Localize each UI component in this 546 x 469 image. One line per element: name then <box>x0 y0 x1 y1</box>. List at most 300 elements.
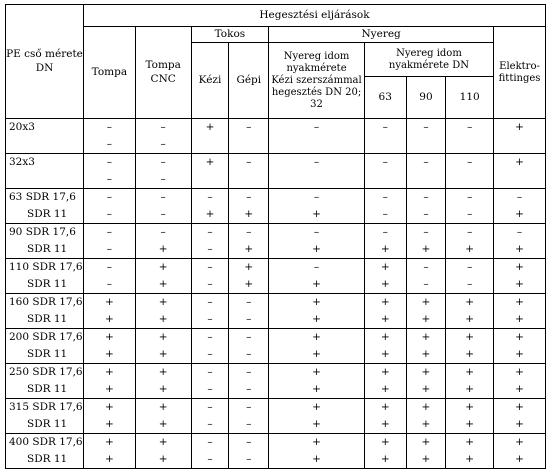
cell-mark: – <box>246 348 252 360</box>
cell-mark <box>229 171 268 188</box>
table-cell <box>406 329 446 364</box>
table-cell <box>191 154 229 189</box>
cell-mark <box>365 136 406 153</box>
cell-mark: – <box>467 156 473 168</box>
cell-mark: – <box>207 243 213 255</box>
table-cell <box>364 224 406 259</box>
cell-mark: – <box>246 453 252 465</box>
cell-mark: – <box>423 191 429 203</box>
cell-mark: – <box>160 226 166 238</box>
table-cell <box>269 189 365 224</box>
cell-mark: + <box>380 278 390 290</box>
row-400 <box>6 434 546 469</box>
table-cell <box>229 434 269 469</box>
cell-mark: + <box>515 453 524 465</box>
table-cell <box>83 119 135 154</box>
cell-mark: + <box>465 243 475 255</box>
table-cell <box>135 399 191 434</box>
table-cell <box>406 434 446 469</box>
table-cell <box>494 154 546 189</box>
cell-mark: + <box>158 261 168 273</box>
cell-mark: + <box>421 296 431 308</box>
cell-mark: + <box>244 278 254 290</box>
table-cell <box>446 434 494 469</box>
row-label-secondary: SDR 11 <box>27 208 68 220</box>
cell-mark: + <box>421 313 431 325</box>
cell-mark: – <box>423 121 429 133</box>
cell-mark: + <box>380 243 390 255</box>
cell-mark: + <box>104 383 114 395</box>
cell-mark: + <box>312 436 321 448</box>
table-cell <box>269 364 365 399</box>
cell-mark: + <box>421 243 431 255</box>
cell-mark: – <box>106 278 113 290</box>
cell-mark: + <box>205 156 215 168</box>
table-cell <box>229 259 269 294</box>
cell-mark: + <box>465 401 475 413</box>
cell-mark: + <box>158 453 168 465</box>
cell-mark: + <box>380 453 390 465</box>
cell-mark: + <box>312 331 321 343</box>
cell-mark: + <box>104 348 114 360</box>
cell-mark: – <box>246 418 252 430</box>
row-63 <box>6 189 546 224</box>
table-cell <box>191 224 229 259</box>
header-kezi-szerszam: Kézi szerszámmal hegesztés DN 20; 32 <box>271 74 362 110</box>
cell-mark: + <box>465 331 475 343</box>
cell-mark: + <box>158 313 168 325</box>
cell-mark: + <box>515 331 524 343</box>
row-label-secondary: SDR 11 <box>27 453 68 465</box>
cell-mark: + <box>312 383 321 395</box>
row-label-primary: 400 SDR 17,6 <box>9 436 83 448</box>
table-cell <box>494 329 546 364</box>
cell-mark: + <box>465 383 475 395</box>
header-pe-size: PE cső mérete DN <box>6 5 84 119</box>
cell-mark: – <box>106 226 113 238</box>
table-cell <box>446 154 494 189</box>
table-cell <box>135 329 191 364</box>
row-label-primary: 20x3 <box>9 121 35 133</box>
header-gepi: Gépi <box>229 43 269 119</box>
table-cell <box>135 364 191 399</box>
cell-mark: – <box>313 156 320 168</box>
cell-mark: + <box>158 418 168 430</box>
row-label <box>6 364 84 399</box>
cell-mark: – <box>423 261 429 273</box>
cell-mark: – <box>246 366 252 378</box>
table-cell <box>446 189 494 224</box>
cell-mark: + <box>465 418 475 430</box>
row-label <box>6 154 84 189</box>
header-tompa-cnc: Tompa CNC <box>135 27 191 119</box>
table-cell <box>135 294 191 329</box>
cell-mark: + <box>158 366 168 378</box>
cell-mark: – <box>160 121 166 133</box>
cell-mark: + <box>421 348 431 360</box>
table-cell <box>406 399 446 434</box>
table-cell <box>269 329 365 364</box>
cell-mark: – <box>467 261 473 273</box>
table-cell <box>269 434 365 469</box>
header-tokos: Tokos <box>191 27 269 43</box>
table-cell <box>229 294 269 329</box>
table-cell <box>364 154 406 189</box>
cell-mark: + <box>515 208 524 220</box>
cell-mark <box>269 136 364 153</box>
cell-mark: + <box>515 243 524 255</box>
header-dn-63: 63 <box>364 77 406 119</box>
header-dn-90: 90 <box>406 77 446 119</box>
header-dn-110: 110 <box>446 77 494 119</box>
row-250 <box>6 364 546 399</box>
cell-mark: + <box>312 296 321 308</box>
cell-mark: + <box>380 418 390 430</box>
cell-mark: + <box>515 436 524 448</box>
cell-mark: + <box>515 278 524 290</box>
cell-mark: + <box>104 436 114 448</box>
table-cell <box>191 294 229 329</box>
cell-mark: – <box>313 191 320 203</box>
cell-mark: – <box>106 208 113 220</box>
cell-mark: + <box>421 453 431 465</box>
table-cell <box>191 189 229 224</box>
cell-mark: + <box>312 348 321 360</box>
table-cell <box>494 259 546 294</box>
table-cell <box>364 189 406 224</box>
table-cell <box>446 224 494 259</box>
cell-mark: + <box>380 261 390 273</box>
table-cell <box>229 119 269 154</box>
table-cell <box>406 224 446 259</box>
cell-mark: – <box>160 156 166 168</box>
table-cell <box>229 399 269 434</box>
cell-mark: – <box>246 313 252 325</box>
row-label <box>6 434 84 469</box>
cell-mark: – <box>382 208 388 220</box>
table-cell <box>83 189 135 224</box>
cell-mark: – <box>516 226 523 238</box>
header-welding-methods: Hegesztési eljárások <box>83 5 545 27</box>
cell-mark: + <box>515 121 524 133</box>
table-cell <box>83 329 135 364</box>
cell-mark: + <box>158 243 168 255</box>
table-cell <box>269 259 365 294</box>
cell-mark: + <box>312 243 321 255</box>
cell-mark: + <box>158 348 168 360</box>
cell-mark: + <box>104 366 114 378</box>
row-label-primary: 63 SDR 17,6 <box>9 191 76 203</box>
cell-mark: + <box>515 156 524 168</box>
cell-mark <box>494 171 545 188</box>
cell-mark: + <box>465 366 475 378</box>
table-cell <box>446 329 494 364</box>
cell-mark <box>192 136 229 153</box>
table-cell <box>83 224 135 259</box>
cell-mark: – <box>382 121 388 133</box>
cell-mark: + <box>380 296 390 308</box>
row-label <box>6 294 84 329</box>
cell-mark: + <box>380 383 390 395</box>
table-cell <box>364 364 406 399</box>
header-nyereg-idom-kezi <box>269 43 365 119</box>
cell-mark: – <box>207 296 213 308</box>
row-label-secondary <box>9 171 83 188</box>
cell-mark: + <box>380 366 390 378</box>
row-label-secondary: SDR 11 <box>27 243 68 255</box>
cell-mark: – <box>313 226 320 238</box>
cell-mark: + <box>104 296 114 308</box>
cell-mark: + <box>421 401 431 413</box>
row-label-secondary: SDR 11 <box>27 278 68 290</box>
table-cell <box>406 364 446 399</box>
cell-mark: + <box>421 436 431 448</box>
cell-mark: – <box>160 208 166 220</box>
table-cell <box>364 399 406 434</box>
header-nyereg: Nyereg <box>269 27 494 43</box>
row-200 <box>6 329 546 364</box>
row-label-primary: 200 SDR 17,6 <box>9 331 83 343</box>
cell-mark: + <box>104 401 114 413</box>
cell-mark: + <box>465 436 475 448</box>
cell-mark: – <box>207 313 213 325</box>
cell-mark: – <box>313 261 320 273</box>
cell-mark: – <box>246 296 252 308</box>
cell-mark: – <box>382 191 388 203</box>
row-label-secondary: SDR 11 <box>27 383 68 395</box>
cell-mark: + <box>515 261 524 273</box>
table-cell <box>135 224 191 259</box>
cell-mark: – <box>467 278 473 290</box>
table-cell <box>364 259 406 294</box>
cell-mark: – <box>207 278 213 290</box>
row-label <box>6 189 84 224</box>
cell-mark: + <box>465 348 475 360</box>
table-cell <box>135 119 191 154</box>
cell-mark: – <box>207 401 213 413</box>
table-cell <box>494 434 546 469</box>
table-cell <box>494 399 546 434</box>
cell-mark: – <box>207 331 213 343</box>
table-cell <box>191 119 229 154</box>
cell-mark: – <box>246 383 252 395</box>
cell-mark: – <box>106 156 113 168</box>
cell-mark: + <box>312 418 321 430</box>
table-cell <box>229 364 269 399</box>
table-cell <box>406 119 446 154</box>
cell-mark: – <box>246 331 252 343</box>
cell-mark: + <box>158 278 168 290</box>
row-label-primary: 160 SDR 17,6 <box>9 296 83 308</box>
cell-mark: + <box>312 278 321 290</box>
row-20x3 <box>6 119 546 154</box>
cell-mark: + <box>515 348 524 360</box>
cell-mark <box>269 171 364 188</box>
cell-mark: – <box>246 226 252 238</box>
table-cell <box>191 434 229 469</box>
cell-mark: – <box>207 436 213 448</box>
header-elektrofittinges: Elektro-fittinges <box>494 27 546 119</box>
table-cell <box>364 119 406 154</box>
cell-mark: – <box>246 191 252 203</box>
table-cell <box>494 189 546 224</box>
cell-mark <box>192 171 229 188</box>
row-label <box>6 329 84 364</box>
cell-mark: – <box>423 156 429 168</box>
table-cell <box>83 399 135 434</box>
table-cell <box>494 224 546 259</box>
row-label-primary: 315 SDR 17,6 <box>9 401 83 413</box>
cell-mark: – <box>467 208 473 220</box>
cell-mark: + <box>104 453 114 465</box>
row-90 <box>6 224 546 259</box>
cell-mark: + <box>465 313 475 325</box>
cell-mark: – <box>207 418 213 430</box>
table-cell <box>406 189 446 224</box>
row-160 <box>6 294 546 329</box>
cell-mark: + <box>421 331 431 343</box>
cell-mark: – <box>207 191 213 203</box>
cell-mark: + <box>380 348 390 360</box>
cell-mark: – <box>423 226 429 238</box>
cell-mark: – <box>106 243 113 255</box>
cell-mark: – <box>207 453 213 465</box>
cell-mark: – <box>207 383 213 395</box>
cell-mark: + <box>312 208 321 220</box>
cell-mark: – <box>106 121 113 133</box>
cell-mark <box>229 136 268 153</box>
cell-mark: + <box>158 401 168 413</box>
row-label-secondary: SDR 11 <box>27 418 68 430</box>
cell-mark <box>494 136 545 153</box>
cell-mark: + <box>205 121 215 133</box>
cell-mark: + <box>515 366 524 378</box>
cell-mark: – <box>246 156 252 168</box>
row-315 <box>6 399 546 434</box>
row-label-secondary: SDR 11 <box>27 348 68 360</box>
cell-mark: – <box>246 401 252 413</box>
cell-mark: + <box>312 401 321 413</box>
cell-mark: + <box>515 313 524 325</box>
cell-mark: + <box>312 453 321 465</box>
table-cell <box>83 154 135 189</box>
table-cell <box>446 259 494 294</box>
table-cell <box>269 399 365 434</box>
cell-mark: + <box>465 296 475 308</box>
cell-mark: + <box>515 383 524 395</box>
table-cell <box>135 434 191 469</box>
cell-mark: + <box>158 296 168 308</box>
table-cell <box>135 259 191 294</box>
cell-mark: + <box>380 313 390 325</box>
table-cell <box>446 119 494 154</box>
welding-methods-table <box>5 4 546 469</box>
header-nyereg-idom: Nyereg idom nyakmérete <box>283 50 350 74</box>
cell-mark: – <box>246 121 252 133</box>
table-cell <box>269 154 365 189</box>
cell-mark: – <box>467 191 473 203</box>
table-cell <box>83 434 135 469</box>
cell-mark: – <box>382 226 388 238</box>
cell-mark: – <box>207 226 213 238</box>
table-cell <box>135 154 191 189</box>
table-cell <box>191 329 229 364</box>
cell-mark: + <box>244 243 254 255</box>
table-cell <box>83 364 135 399</box>
cell-mark: – <box>160 173 166 185</box>
cell-mark: – <box>382 156 388 168</box>
cell-mark: + <box>158 436 168 448</box>
table-cell <box>229 189 269 224</box>
cell-mark: – <box>106 261 113 273</box>
table-cell <box>83 294 135 329</box>
table-cell <box>364 294 406 329</box>
cell-mark: – <box>516 191 523 203</box>
row-label-primary: 250 SDR 17,6 <box>9 366 83 378</box>
cell-mark: – <box>467 121 473 133</box>
cell-mark: – <box>160 191 166 203</box>
cell-mark <box>446 171 493 188</box>
row-label-secondary <box>9 136 83 153</box>
row-label-secondary: SDR 11 <box>27 313 68 325</box>
row-label-primary: 110 SDR 17,6 <box>9 261 83 273</box>
cell-mark: – <box>207 366 213 378</box>
table-cell <box>191 399 229 434</box>
row-label-primary: 90 SDR 17,6 <box>9 226 76 238</box>
row-label <box>6 259 84 294</box>
table-cell <box>229 154 269 189</box>
cell-mark: + <box>244 261 254 273</box>
table-cell <box>406 154 446 189</box>
cell-mark: + <box>158 331 168 343</box>
cell-mark <box>365 171 406 188</box>
cell-mark: – <box>467 226 473 238</box>
cell-mark: + <box>380 331 390 343</box>
cell-mark: – <box>313 121 320 133</box>
header-kezi: Kézi <box>191 43 229 119</box>
cell-mark: + <box>104 313 114 325</box>
row-32x3 <box>6 154 546 189</box>
cell-mark: + <box>312 313 321 325</box>
table-cell <box>269 119 365 154</box>
table-cell <box>191 364 229 399</box>
cell-mark: – <box>160 138 166 150</box>
cell-mark: – <box>423 278 429 290</box>
cell-mark: + <box>380 401 390 413</box>
table-cell <box>406 259 446 294</box>
cell-mark: + <box>421 366 431 378</box>
cell-mark: – <box>106 173 113 185</box>
cell-mark: + <box>205 208 215 220</box>
cell-mark: + <box>515 418 524 430</box>
table-cell <box>494 364 546 399</box>
table-cell <box>494 119 546 154</box>
row-110 <box>6 259 546 294</box>
cell-mark: + <box>244 208 254 220</box>
table-cell <box>446 399 494 434</box>
cell-mark: – <box>207 261 213 273</box>
cell-mark: + <box>380 436 390 448</box>
header-tompa: Tompa <box>83 27 135 119</box>
table-cell <box>364 329 406 364</box>
row-label <box>6 119 84 154</box>
table-cell <box>269 294 365 329</box>
row-label-primary: 32x3 <box>9 156 35 168</box>
cell-mark: – <box>207 348 213 360</box>
table-cell <box>446 364 494 399</box>
cell-mark: + <box>158 383 168 395</box>
table-cell <box>364 434 406 469</box>
